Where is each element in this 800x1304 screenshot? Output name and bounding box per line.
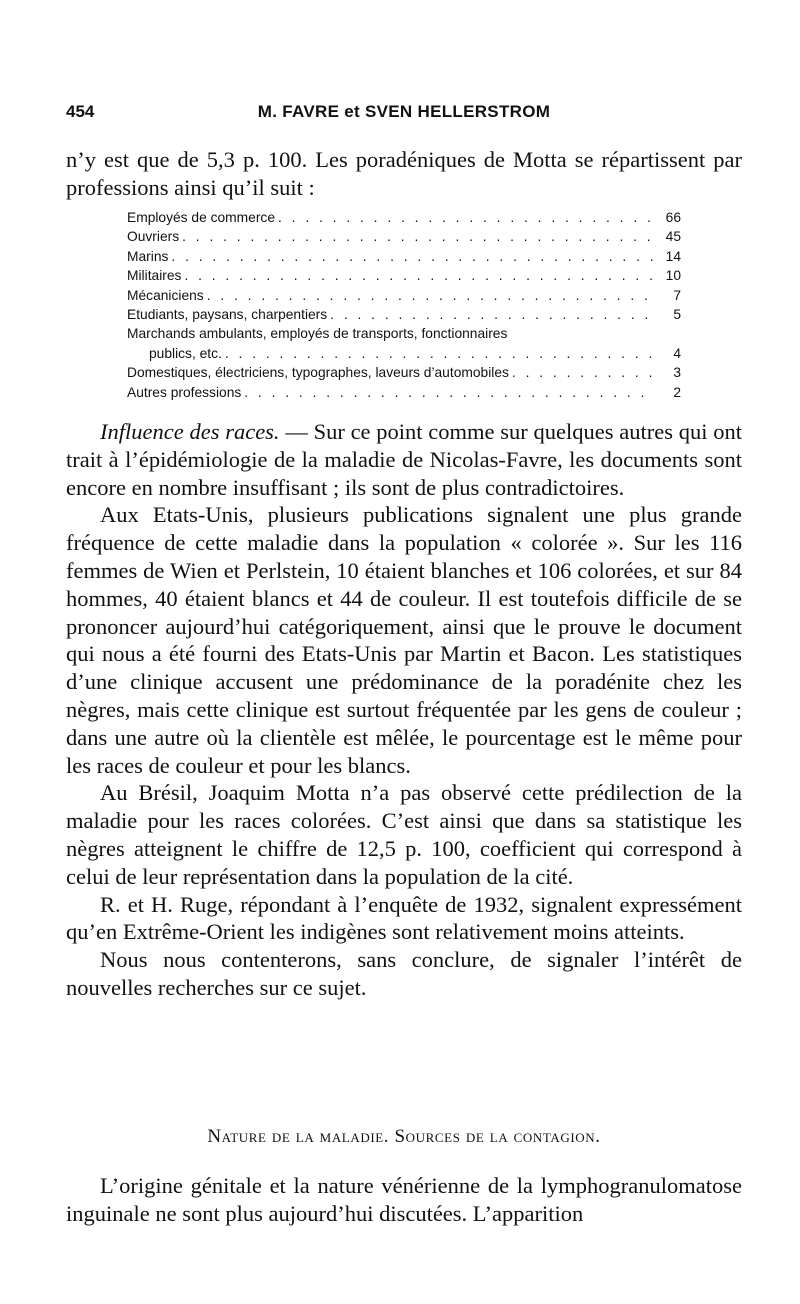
table-row [127, 227, 681, 246]
table-row [127, 363, 681, 382]
paragraph-etats-unis: Aux Etats-Unis, plusieurs publications signalent une plus grande fréquence de cette maladie dans la population « colorée ». Sur les 116 femmes de Wien et Perlstein, 10 étaient blanches et 106 colorées, et sur 84 hommes, 40 étaient blancs et 44 de couleur. Il est toutefois difficile de se prononcer aujourd’hui catégoriquement, ainsi que le prouve le document qui nous a été fourni des Etats-Unis par Martin et Bacon. Les statistiques d’une clinique accusent une prédominance de la poradénite chez les nègres, mais cette clinique est surtout fréquentée par les gens de couleur ; dans une autre où la clientèle est mêlée, le pourcentage est le même pour les races de couleur et pour les blancs. [66, 502, 742, 778]
row-count: 45 [665, 229, 681, 245]
intro-paragraph [66, 146, 742, 202]
paragraph-bresil: Au Brésil, Joaquim Motta n’a pas observé cette prédilection de la maladie pour les races colorées. C’est ainsi que dans sa statistique les nègres atteignent le chiffre de 12,5 p. 100, coefficient qui correspond à celui de leur représentation dans la population de la cité. [66, 780, 742, 889]
dot-leader [275, 208, 655, 227]
table-row [127, 383, 681, 402]
row-count: 10 [665, 268, 681, 284]
paragraph-influence-des-races [66, 418, 742, 501]
row-label: Marchands ambulants, employés de transports, fonctionnaires [127, 326, 508, 342]
row-label: Marins [127, 248, 169, 264]
dot-leader [181, 266, 655, 285]
paragraph-text: — Sur ce point comme sur quelques autres qui ont trait à l’épidémiologie de la maladie de Nicolas-Favre, les documents sont encore en nombre insuffisant ; ils sont de plus contradictoires. [66, 419, 742, 500]
row-count: 14 [665, 248, 681, 264]
row-label: Mécaniciens [127, 287, 204, 303]
running-title: M. FAVRE et SVEN HELLERSTROM [257, 102, 551, 121]
row-label: Etudiants, paysans, charpentiers [127, 307, 328, 323]
paragraph-origine-genitale: L’origine génitale et la nature vénérienne de la lymphogranulomatose inguinale ne sont plus aujourd’hui discutées. L’apparition [66, 1173, 742, 1226]
table-row [127, 266, 681, 285]
section-heading: Nature de la maladie. Sources de la contagion. [207, 1126, 601, 1147]
row-label: Ouvriers [127, 229, 180, 245]
row-count: 5 [673, 307, 681, 323]
table-row [127, 208, 681, 227]
dot-leader [204, 286, 655, 305]
paragraph-heading-italic: Influence des races. [100, 419, 280, 444]
dot-leader [241, 383, 655, 402]
row-label: Domestiques, électriciens, typographes, laveurs d’automobiles [127, 365, 509, 381]
dot-leader [327, 305, 655, 324]
table-row [127, 324, 681, 343]
row-label: Employés de commerce [127, 210, 275, 225]
row-label-continuation: publics, etc. [149, 345, 222, 361]
dot-leader [509, 363, 655, 382]
intro-text: n’y est que de 5,3 p. 100. Les poradéniques de Motta se répartissent par professions ainsi qu’il suit : [66, 147, 742, 200]
table-row [127, 247, 681, 266]
dot-leader [222, 344, 655, 363]
body-section-nature [66, 1172, 742, 1228]
dot-leader [168, 247, 655, 266]
paragraph-ruge: R. et H. Ruge, répondant à l’enquête de 1932, signalent expressément qu’en Extrême-Orient les indigènes sont relativement moins atteints. [66, 891, 742, 945]
row-count: 7 [673, 287, 681, 303]
table-row [127, 305, 681, 324]
dot-leader [179, 227, 655, 246]
row-label: Militaires [127, 268, 182, 284]
paragraph-conclusion: Nous nous contenterons, sans conclure, de signaler l’intérêt de nouvelles recherches sur ce sujet. [66, 947, 742, 1000]
body-section-races [66, 418, 742, 1002]
page-header [66, 102, 742, 126]
row-count: 3 [673, 365, 681, 381]
table-row-continuation [127, 344, 681, 363]
table-row [127, 286, 681, 305]
page-number: 454 [66, 102, 95, 121]
professions-table [127, 208, 681, 402]
row-count: 66 [665, 210, 681, 225]
row-count: 4 [673, 345, 681, 361]
row-label: Autres professions [127, 384, 242, 400]
row-count: 2 [673, 384, 681, 400]
